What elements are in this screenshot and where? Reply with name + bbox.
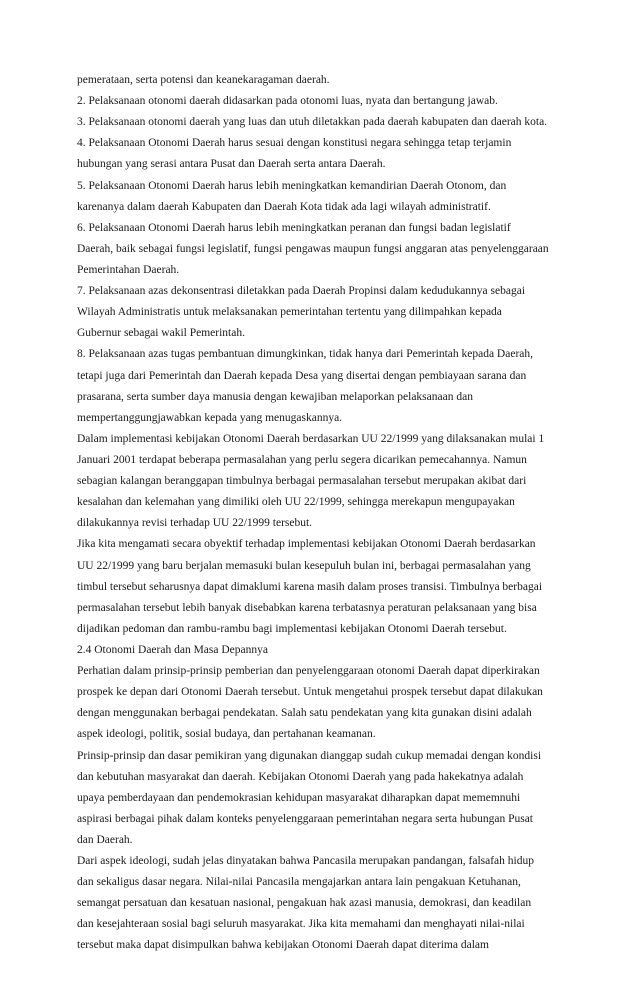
text-line: 8. Pelaksanaan azas tugas pembantuan dimungkinkan, tidak hanya dari Pemerintah kepada Daerah, (77, 348, 534, 361)
text-line: karenanya dalam daerah Kabupaten dan Daerah Kota tidak ada lagi wilayah administratif. (77, 200, 491, 213)
text-line: prasarana, serta sumber daya manusia dengan kewajiban melaporkan pelaksanaan dan (77, 390, 473, 403)
text-line: aspek ideologi, politik, sosial budaya, dan pertahanan keamanan. (77, 728, 376, 741)
text-line: 6. Pelaksanaan Otonomi Daerah harus lebih meningkatkan peranan dan fungsi badan legislatif (77, 221, 511, 234)
text-line: 7. Pelaksanaan azas dekonsentrasi diletakkan pada Daerah Propinsi dalam kedudukannya sebagai (77, 285, 526, 298)
text-line: tersebut maka dapat disimpulkan bahwa kebijakan Otonomi Daerah dapat diterima dalam (77, 939, 489, 952)
text-line: Dalam implementasi kebijakan Otonomi Daerah berdasarkan UU 22/1999 yang dilaksanakan mulai 1 (77, 432, 545, 445)
text-line: dan sekaligus dasar negara. Nilai-nilai Pancasila mengajarkan antara lain pengakuan Ketuhanan, (77, 876, 521, 889)
text-line: dijadikan pedoman dan rambu-rambu bagi implementasi kebijakan Otonomi Daerah tersebut. (77, 622, 507, 635)
text-line: kesalahan dan kelemahan yang dimiliki oleh UU 22/1999, sehingga merekapun mengupayakan (77, 496, 515, 509)
text-line: 3. Pelaksanaan otonomi daerah yang luas dan utuh diletakkan pada daerah kabupaten dan daerah kota. (77, 116, 548, 129)
text-line: dengan menggunakan berbagai pendekatan. Salah satu pendekatan yang kita gunakan disini adalah (77, 707, 532, 720)
text-line: timbul tersebut seharusnya dapat dimaklumi karena masih dalam proses transisi. Timbulnya berbagai (77, 580, 543, 593)
text-line: Dari aspek ideologi, sudah jelas dinyatakan bahwa Pancasila merupakan pandangan, falsafah hidup (77, 855, 534, 868)
text-line: Daerah, baik sebagai fungsi legislatif, fungsi pengawas maupun fungsi anggaran atas penyelenggaraan (77, 242, 549, 255)
text-line: Januari 2001 terdapat beberapa permasalahan yang perlu segera dicarikan pemecahannya. Namun (77, 453, 527, 466)
text-line: Pemerintahan Daerah. (77, 263, 180, 276)
text-line: 4. Pelaksanaan Otonomi Daerah harus sesuai dengan konstitusi negara sehingga tetap terjamin (77, 137, 512, 150)
text-line: Wilayah Administratis untuk melaksanakan pemerintahan tertentu yang dilimpahkan kepada (77, 306, 502, 319)
body-text (77, 70, 577, 957)
text-line: pemerataan, serta potensi dan keanekaragaman daerah. (77, 74, 330, 86)
text-line: mempertanggungjawabkan kepada yang menugaskannya. (77, 411, 343, 424)
text-line: permasalahan tersebut lebih banyak disebabkan karena terbatasnya peraturan pelaksanaan yang bisa (77, 601, 537, 614)
text-line: dan Daerah. (77, 833, 133, 846)
text-line: Jika kita mengamati secara obyektif terhadap implementasi kebijakan Otonomi Daerah berdasarkan (77, 538, 536, 551)
text-line: tetapi juga dari Pemerintah dan Daerah kepada Desa yang disertai dengan pembiayaan sarana dan (77, 369, 527, 382)
text-line: aspirasi berbagai pihak dalam konteks penyelenggaraan pemerintahan negara serta hubungan Pusat (77, 812, 533, 825)
text-line: 2. Pelaksanaan otonomi daerah didasarkan pada otonomi luas, nyata dan bertangung jawab. (77, 95, 498, 108)
text-line: prospek ke depan dari Otonomi Daerah tersebut. Untuk mengetahui prospek tersebut dapat dilakukan (77, 686, 543, 699)
text-line: semangat persatuan dan kesatuan nasional, pengakuan hak azasi manusia, demokrasi, dan keadilan (77, 897, 532, 910)
text-line: UU 22/1999 yang baru berjalan memasuki bulan kesepuluh bulan ini, berbagai permasalahan yang (77, 559, 531, 572)
text-line: dan kebutuhan masyarakat dan daerah. Kebijakan Otonomi Daerah yang pada hakekatnya adalah (77, 770, 524, 783)
text-line: Gubernur sebagai wakil Pemerintah. (77, 327, 245, 340)
text-line: upaya pemberdayaan dan pendemokrasian kehidupan masyarakat diharapkan dapat mememnuhi (77, 791, 521, 804)
text-line: Prinsip-prinsip dan dasar pemikiran yang digunakan dianggap sudah cukup memadai dengan kondisi (77, 749, 542, 762)
text-line: sebagian kalangan beranggapan timbulnya berbagai permasalahan tersebut merupakan akibat dari (77, 475, 527, 488)
text-line: dilakukannya revisi terhadap UU 22/1999 tersebut. (77, 517, 313, 530)
text-line: 2.4 Otonomi Daerah dan Masa Depannya (77, 643, 268, 656)
text-line: hubungan yang serasi antara Pusat dan Daerah serta antara Daerah. (77, 158, 386, 171)
text-line: 5. Pelaksanaan Otonomi Daerah harus lebih meningkatkan kemandirian Daerah Otonom, dan (77, 179, 507, 192)
text-line: dan kesejahteraan sosial bagi seluruh masyarakat. Jika kita memahami dan menghayati nilai-nilai (77, 918, 525, 931)
text-line: Perhatian dalam prinsip-prinsip pemberian dan penyelenggaraan otonomi Daerah dapat diperkirakan (77, 665, 540, 678)
